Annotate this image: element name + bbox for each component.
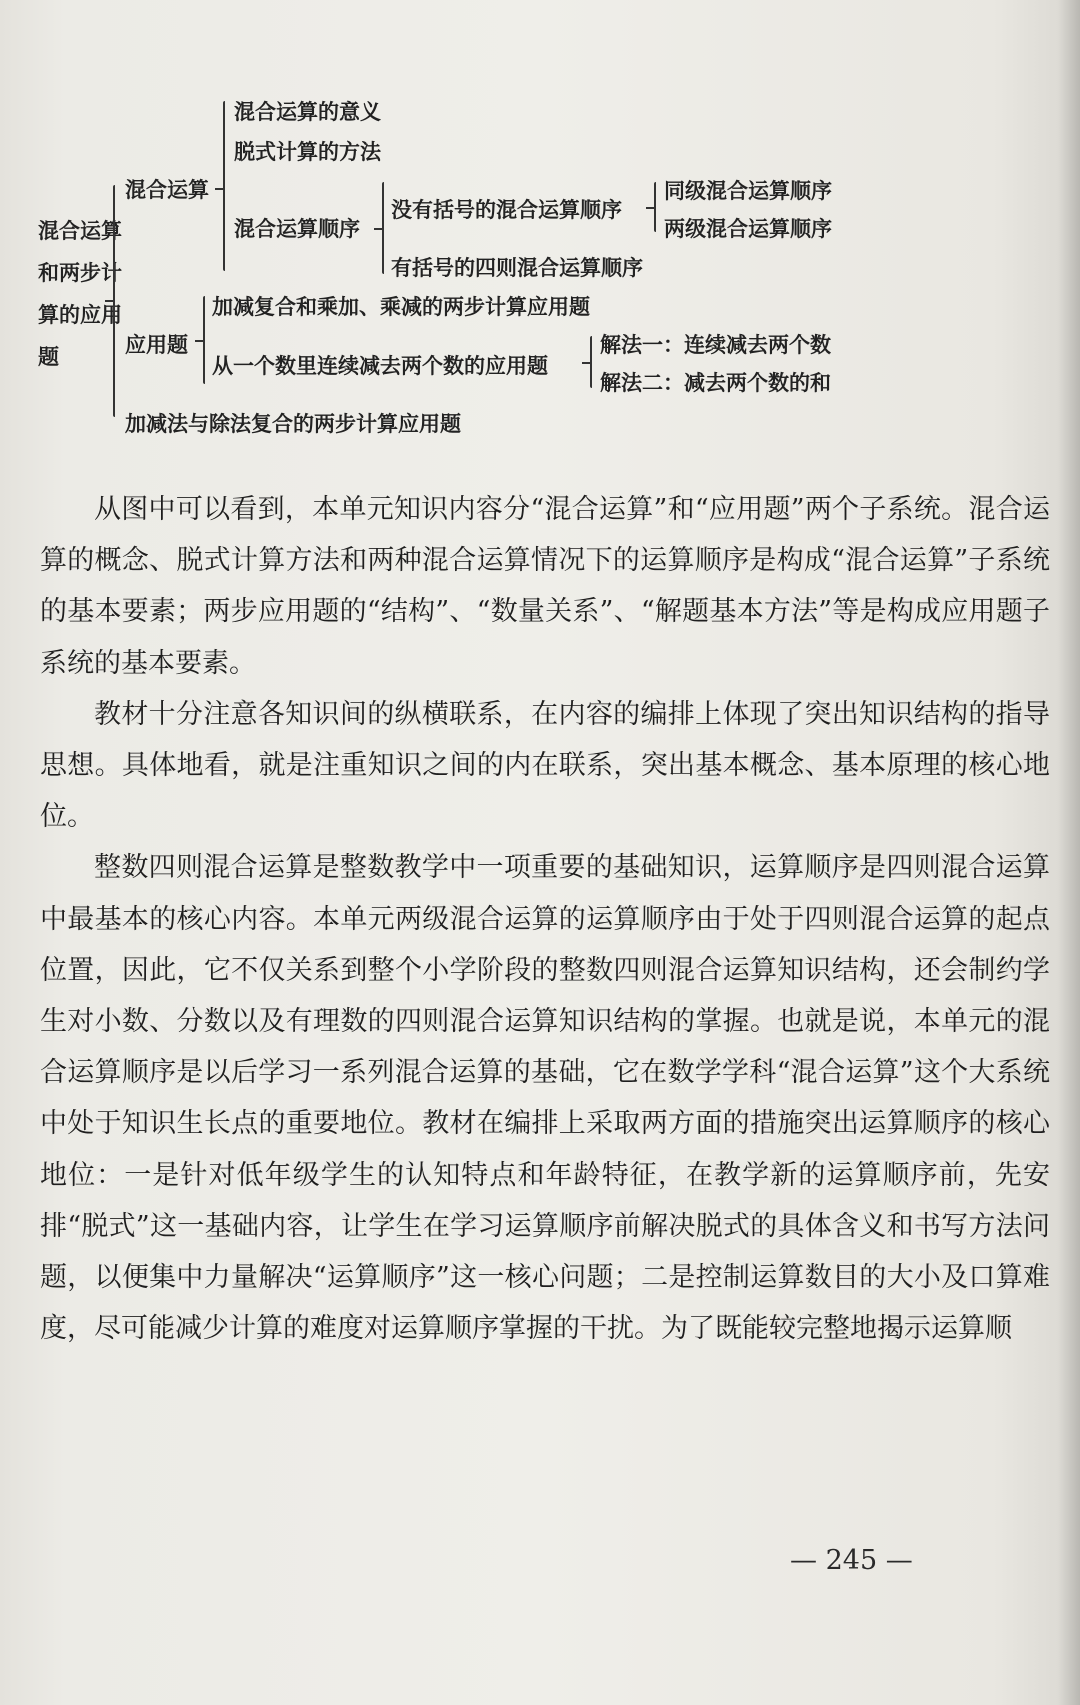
brace-order	[382, 182, 384, 274]
brace-word-problems	[203, 296, 205, 384]
node-same-level: 同级混合运算顺序	[664, 179, 832, 203]
node-order: 混合运算顺序	[234, 217, 360, 241]
paragraph-1: 从图中可以看到，本单元知识内容分“混合运算”和“应用题”两个子系统。混合运算的概念、脱式计算方法和两种混合运算情况下的运算顺序是构成“混合运算”子系统的基本要素；两步应用题的“结构”、“数量关系”、“解题基本方法”等是构成应用题子系统的基本要素。	[40, 494, 1050, 679]
brace-mixed-ops	[223, 101, 225, 271]
body-text	[40, 484, 1050, 1354]
node-solution-1: 解法一：连续减去两个数	[600, 333, 831, 357]
node-two-level: 两级混合运算顺序	[664, 217, 832, 241]
brace-no-brackets	[654, 182, 656, 232]
diagram-root: 混合运算和两步计算的应用题	[38, 219, 122, 369]
node-with-brackets: 有括号的四则混合运算顺序	[391, 256, 643, 280]
node-method: 脱式计算的方法	[234, 140, 381, 164]
paragraph-3: 整数四则混合运算是整数教学中一项重要的基础知识，运算顺序是四则混合运算中最基本的核心内容。本单元两级混合运算的运算顺序由于处于四则混合运算的起点位置，因此，它不仅关系到整个小学阶段的整数四则混合运算知识结构，还会制约学生对小数、分数以及有理数的四则混合运算知识结构的掌握。也就是说，本单元的混合运算顺序是以后学习一系列混合运算的基础，它在数学学科“混合运算”这个大系统中处于知识生长点的重要地位。教材在编排上采取两方面的措施突出运算顺序的核心地位：一是针对低年级学生的认知特点和年龄特征，在教学新的运算顺序前，先安排“脱式”这一基础内容，让学生在学习运算顺序前解决脱式的具体含义和书写方法问题，以便集中力量解决“运算顺序”这一核心问题；二是控制运算数目的大小及口算难度，尽可能减少计算的难度对运算顺序掌握的干扰。为了既能较完整地揭示运算顺	[40, 852, 1050, 1345]
node-add-div: 加减法与除法复合的两步计算应用题	[125, 412, 461, 436]
brace-subtract-two	[590, 336, 592, 388]
node-word-problems: 应用题	[125, 333, 188, 357]
node-no-brackets: 没有括号的混合运算顺序	[391, 198, 622, 222]
paragraph-2: 教材十分注意各知识间的纵横联系，在内容的编排上体现了突出知识结构的指导思想。具体地看，就是注重知识之间的内在联系，突出基本概念、基本原理的核心地位。	[40, 698, 1050, 833]
node-mixed-ops: 混合运算	[125, 178, 209, 202]
node-subtract-two: 从一个数里连续减去两个数的应用题	[212, 354, 548, 378]
page-number: — 245 —	[790, 1545, 913, 1576]
knowledge-structure-diagram	[0, 0, 1080, 480]
brace-root	[113, 185, 115, 417]
node-compound: 加减复合和乘加、乘减的两步计算应用题	[212, 295, 590, 319]
node-solution-2: 解法二：减去两个数的和	[600, 371, 831, 395]
node-meaning: 混合运算的意义	[234, 100, 381, 124]
